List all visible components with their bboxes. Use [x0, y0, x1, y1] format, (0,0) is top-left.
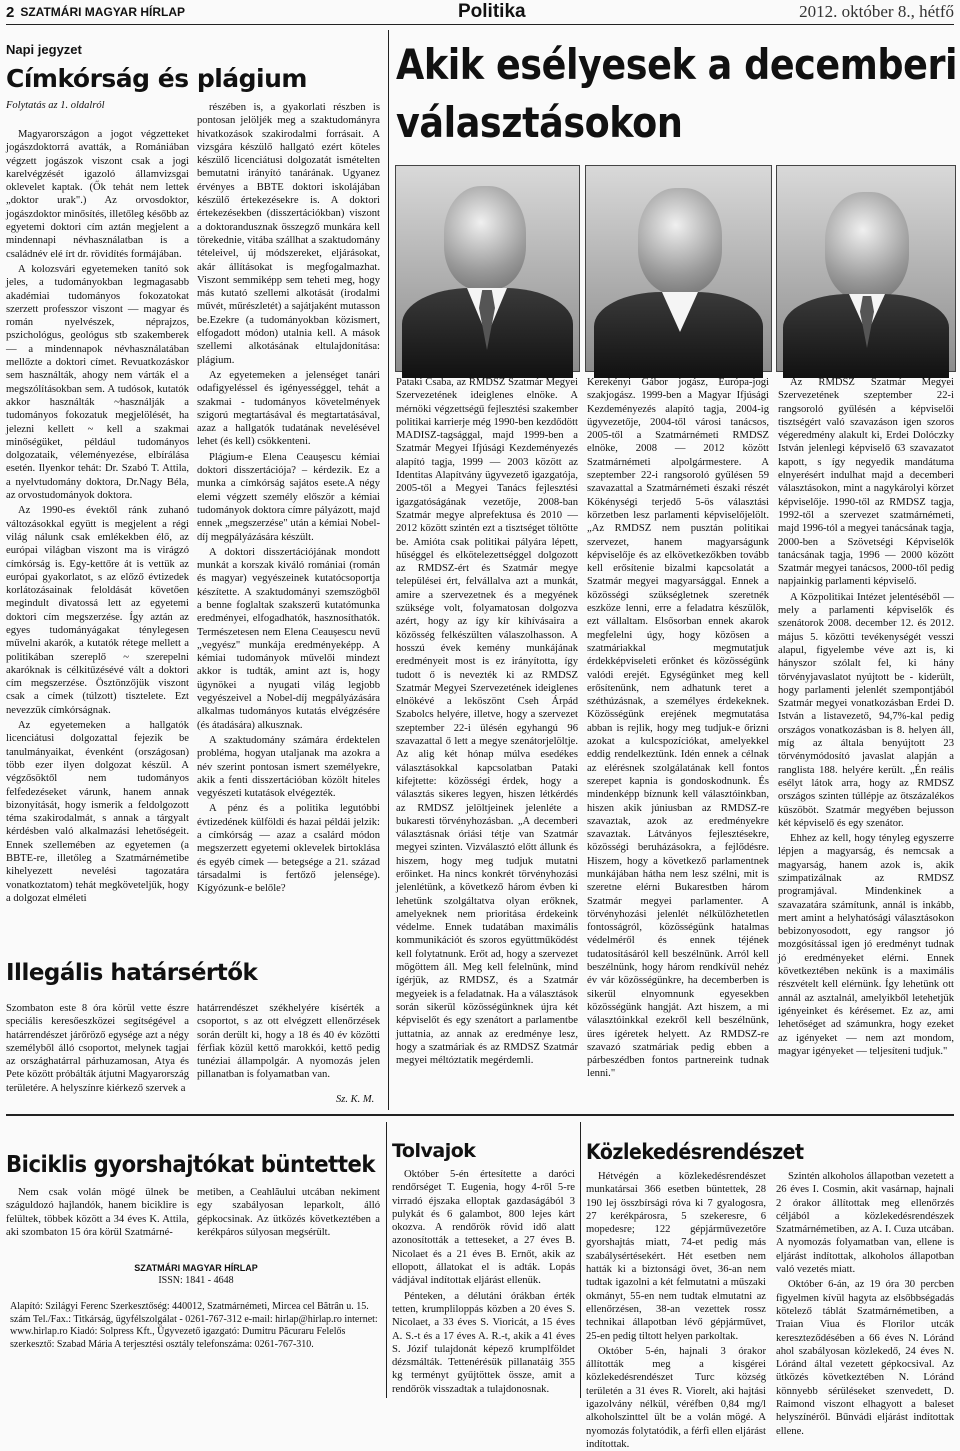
bike-column-left — [6, 1186, 189, 1242]
border-signature: Sz. K. M. — [336, 1094, 375, 1105]
paragraph: A kolozsvári egyetemeken tanító sok jeles, a tudományokban legmagasabb akadémiai tudományos fokozatokat szerzett professzor viszont — magyar és román nyelvészek, néprajzos, pszichológus, geológus stb szakemberek — a mindennapok névhasználatában mellőzte a doktori címet. Revuatkozáskor sem használták, ahogy nem várták el a megszólításokban sem. A tudósok, kutatók akkor használták ~használják a tudományos fokozatuk megjelölését, ha jelezni kellett ~ kell a szakmai minőségüket, például tudományos dolgozataik, véleményezése, elbírálása esetén. Ilyenkor tehát: Dr. Szabó T. Attila, a nyelvtudomány doktora, Dr.Nagy Béla, az orvostudományok doktora. — [6, 263, 189, 502]
paragraph: Ehhez az kell, hogy tényleg egyszerre lépjen a magyarság, és nemcsak a magyarság, hanem azok is, akik szimpatizálnak az RMDSZ programjával. Mindenkinek a szavazatára számítunk, annál is inkább, mert amint a helyhatósági választásokon bebizonyosodott, egy rangsor jó mozgósítással igen jó eredményt tudnak jó eredményeket elérni. Ennek következtében nekünk is a maximális részvételt kell elérnünk. Így lehetünk ott annál az asztalnál, amelyikből letehetjük igényeinket és kérésemet. Ez az, ami lehetőséget ad számunkra, hogy ezeket az igényeket — nem azt mondom, magyar igényeket — teljesíteni tudjuk." — [778, 833, 954, 1057]
column-divider — [580, 1122, 581, 1398]
thieves-column — [392, 1168, 575, 1398]
paragraph: Plágium-e Elena Ceaușescu kémiai doktori disszertációja? – kérdezik. Ez a munka a címkórság sajátos esete.A négy elemi végzett személy először a kémiai tudományok doktora címre pályázott, majd ennek „megszerzése" után a kémiai Nobel-díj megpályázására készült. — [197, 451, 380, 543]
election-title-line2: választásokon — [396, 98, 683, 147]
bike-column-right — [197, 1186, 380, 1242]
paragraph: metiben, a Ceahlăului utcában nekiment egy szabályosan leparkolt, álló gépkocsinak. Az ütközés következtében a kerékpáros súlyosan megsérült. — [197, 1187, 380, 1238]
paragraph: részében is, a gyakorlati részben is pontosan jelöljék meg a szaktudományra hivatkozások szakirodalmi forrásait. A vizsgára készülő hallgató ezért köteles készülő licenciátusi dolgozatát ismételten bemutatni irányító tanárának. Ugyanez érvényes a BBTE doktori iskolájában készülő értekezésekre is. A doktori értekezésekben (disszertációkban) viszont a doktorandusznak összegző munkára kell törekednie, vitába szállhat a szaktudomány tételeivel, új módszereket, eljárásokat, akár állításokat is megfogalmazhat. Viszont semmiképp sem teheti meg, hogy más kutató szellemi alkotását (irodalmi művét, műrészletét) a sajátjaként mutasson be.Ezekre (a tudományokban közismert, elfogadott módon) utalnia kell. A mások szellemi alkotásának eltulajdonítása: plágium. — [197, 102, 380, 366]
border-title: Illegális határsértők — [6, 960, 258, 986]
paragraph: Kerekényi Gábor jogász, Európa-jogi szakjogász. 1999-ben a Magyar Ifjúsági Kezdeményezés alapító tagja, 2004-ig ügyvezetője, 2004-től városi tanácsos, 2005-től a Szatmárnémeti RMDSZ elnöke, 2008 — 2012 között Szatmárnémeti alpolgármestere. A szeptember 22-i rangsoroló gyűlésen 59 szavazattal a Szatmárnémeti északi részét Kökénységi terjedő 5-ös választási körzetben lesz parlamenti képviselőjelölt. „Az RMDSZ nem pusztán politikai szervezet, hanem magyarságunk képviselője és az elkövetkezőkben tovább kell erősítenie bizalmi kapcsolatát a Szatmár megyei magyarsággal. Ennek a közösségi szükségletnek szeretnék eszköze lenni, erre a feladatra készülök, ezt vállaltam. Elsősorban ennek akarok megfelelni úgy, hogy közösen a szatmáriakkal megmutatjuk érdekképviseleti erőnket és közösségünk valódi erejét. Egységünket meg kell erősítenünk, nem adhatunk teret a széthúzásnak, a személyes érdekeknek. Közösségünk erejének megmutatása abban is rejlik, hogy meg tudjuk-e őrizni azokat a kulcspozíciókat, amelyekkel eddig rendelkeztünk. Idén ennek a célnak az elérésnek szolgálatának kell fontos szerepet kapnia is gondoskodnunk. És mindenképp bíznunk kell választóinkban, hiszen akik júniusban az RMDSZ-re szavaztak, azok az eredményekre szavaztak. Látványos fejlesztésekre, közösségi beruházásokra, a fejlődésre. Hiszem, hogy a következő parlamentnek munkájában hátha nem lesz szélni, mit is szeretne elérni Bukarestben három Szatmár megyei parlamenter. A törvényhozási jelenlét nélkülözhetetlen fontosságról, közösségünk hatalmas védelméről és ennek téjének tudatosításáról kell beszélnünk. Arról kell beszélnünk, hogy három rendkívül nehéz év vár közösségünkre, ha decemberben is sikerül elnyomnunk egyesekben közösségünk hangját. Azt hiszem, a mi választóinkkal ezekről kell beszélnünk, üres ígéretek helyett. Az RMDSZ-re szavazó szatmáriak pedig ebben a párbeszédben fontos partnereink tudnak lenni." — [587, 377, 769, 1080]
election-title-line1: Akik esélyesek a decemberi — [396, 40, 958, 89]
column-divider — [386, 1122, 387, 1398]
paragraph: Szombaton este 8 óra körül vette észre speciális keresőeszközei segítségével a határrendészet járőröző egysége azt a négy személyből álló csoportot, melynek tagjai az országhatárral párhuzamosan, Atya és Pete között próbálták átjutni Magyarország területére. A helyszínre kiérkező szervek a — [6, 1003, 189, 1094]
paragraph: A Közpolitikai Intézet jelentéséből — mely a parlamenti képviselők és szenátorok 2008. december 12. és 2012. május 5. közötti tevékenységét vesszi alapul, figyelembe véve azt is, ki hányszor szólalt fel, ki hány törvényjavaslatot nyújtott be - kiderült, hogy parlamenti jelenlét szempontjából Szatmár megyei vonatkozásban Erdei D. István a listavezető, 94,7%-kal pedig országos vonatkozásban is 8. helyen áll, míg az általa benyújtott 23 törvénymódosító javaslat alapján a ranglista 188. helyére került. „Én reális esélyt látok arra, hogy az RMDSZ országos szinten túllépje az ötszázalékos küszöböt. Szatmár megyében bejusson két képviselő és egy szenátor. — [778, 591, 954, 829]
editorial-byline: Folytatás az 1. oldalról — [6, 100, 105, 111]
bike-title: Biciklis gyorshajtókat büntettek — [6, 1152, 375, 1178]
paper-name: SZATMÁRI MAGYAR HÍRLAP — [20, 5, 186, 19]
paragraph: Az 1990-es évektől ránk zuhanó változásokkal együtt is megjelent a régi világ nálunk csak emlékekben élő, az európai világban viszont ma is virágzó címkórság is. Egy-kettőre át is vettük az európai gyakorlatot, s az előző évtizedek korlátozásainak feloldását követően megindult divatossá lett az egyetemi doktori cím megszerzése. Így aztán az egyes tudományágakat ténylegesen művelni akarók, a kutatók rétege mellett a politikában szereplő ~ szerepelni akaróknak is célkitűzésévé vált a doktori cím megszerzése. Ösztönzőjük viszont csak a címek (túlzott) tisztelete. Ezt nevezzük címkórságnak. — [6, 505, 189, 716]
paragraph: A pénz és a politika legutóbbi évtizedének külföldi és hazai példái jelzik: a címkórság — azaz a csalárd módon megszerzett egyetemi oklevelek birtoklása és egyéb címek — betegsége a 21. század társadalmi is fertőző jelensége). Kígyózunk-e belőle? — [197, 803, 380, 895]
election-column-2 — [587, 376, 769, 1080]
paragraph: A szaktudomány számára érdektelen probléma, hogyan utaljanak ma azokra a név szerint pontosan ismert személyekre, akik a fenti disszertációban közölt hiteles vegyészeti kutatások elvégezték. — [197, 734, 380, 800]
traffic-column-2 — [776, 1170, 954, 1437]
editorial-kicker: Napi jegyzet — [6, 42, 82, 57]
editorial-title: Címkórság és plágium — [6, 64, 307, 93]
photo-pataki-csaba — [395, 165, 580, 372]
paragraph: Az RMDSZ Szatmár Megyei Szervezetének szeptember 22-i rangsoroló gyűlésén a képviselői tisztségért való szavazáson igen szoros végeredmény alakult ki, Erdei Dolóczky István jelenlegi képviselő 63 szavazatot kapott, s így negyedik mandátuma elnyerésért indulhat majd a decemberi választásokon, mint a nagykárolyi körzet képviselője. 1990-től az RMDSZ tagja, 1992-től a szervezet szatmárnémeti, majd 1996-tól a megyei tanácsának tagja, 2000-ben a Szövetségi Képviselők tanácsának tagja, 1996 — 2000 között Szatmár megyei tanácsos, 2000-től pedig napjainkig parlamenti képviselő. — [778, 377, 954, 588]
photo-kerekenyi-gabor — [585, 165, 772, 372]
election-column-3 — [778, 376, 954, 1094]
traffic-column-1 — [586, 1170, 766, 1450]
paragraph: Hétvégén a közlekedésrendészet munkatársai 366 esetben büntettek, 28 190 lej összbírsági róva ki 7 gyalogosra, 27 kerékpárosra, 5 szekeresre, 6 mopedesre; 122 gépjárművezetőre gyorshajtás miatt, 74-et pedig más szabálysértésekért. Hét esetben nem hatták ki a biztonsági övet, 36-an nem tudtak igazolni a két felmutatni a műszaki okmányt, 55-en nem tudtak elmutatni az ellenőrzésen, 38-an vezettek rossz technikai állapotban lévő gépjárművet, 25-en pedig tiltott helyen parkoltak. — [586, 1171, 766, 1342]
election-column-1 — [396, 376, 578, 1086]
page-header — [6, 0, 954, 25]
paragraph: Szintén alkoholos állapotban vezetett a 26 éves I. Cosmin, akit vasárnap, hajnali 2 órakor állítottak meg ellenőrzés céljából a közlekedésrendészek Szatmárnémetiben, az A. I. Cuza utcában. A nyomozás folyamatban van, ellene is eljárást indítottak, alkoholos állapotban való vezetés miatt. — [776, 1171, 954, 1276]
paragraph: Október 5-én értesítette a daróci rendőrséget T. Eugenia, hogy 4-ről 5-re virradó éjszaka elloptak gazdaságából 3 pulykát és 6 galambot, 800 lejes kárt okozva. A rendőrök rövid idő alatt azonosították a tetteseket, a 27 éves B. Nicolaet és a 21 éves B. Ernőt, akik az ellopott, állatokat el is adták. Lopás vádjával indítottak eljárást ellenük. — [392, 1169, 575, 1287]
paragraph: Az egyetemeken a hallgatók licenciátusi dolgozattal fejezik be tanulmányaikat, évenként (országosan) több ezer ilyen dolgozat készül. A végzősöktől nem tudományos felfedezéseket várunk, hanem annak bizonyítását, hogy ismerik a feldolgozott téma szakirodalmát, s annak a tárgyalt kérdésben való alkalmazási lehetőségeit. Ennek szellemében az egyetemen (a BBTE-re, illetőleg a Szatmárnémetibe kihelyezett nevelési tagozatára vonatkoztatom) tehát megköveteljük, hogy a dolgozat elméleti — [6, 720, 189, 904]
paragraph: Október 6-án, az 19 óra 30 percben figyelmen kívül hagyta az elsőbbségadás kötelező táblát Szatmárnémetiben, a Traian Viua és Florilor utcák kereszteződésében a 66 éves N. Lóránd ahol szabályosan közlekedő, 24 éves N. Lóránd által vezetett gépkocsival. Az ütközés következtében N. Lóránd könnyebb sérüléseket szenvedett, D. Raimond viszont elhagyott a baleset helyszínéről. Bűnvádi eljárást indítottak ellene. — [776, 1279, 954, 1437]
paragraph: határrendészet székhelyére kísérték a csoportot, s az ott elvégzett ellenőrzések során derült ki, hogy a 18 és 40 év közötti férfiak közül kettő marokkói, kettő pedig tunéziai állampolgár. A nyomozás jelen pillanatban is folyamatban van. — [197, 1003, 380, 1081]
paragraph: Október 5-én, hajnali 3 órakor állították meg a kisgérei közlekedésrendészet Turc község területén a 31 éves R. Viorelt, aki hajtási igazolvány nélkül, véréfben 0,84 mg/l alkoholszinttel ült be a volán mögé. A nyomozás folytatódik, a férfi ellen eljárást indítottak. — [586, 1345, 766, 1450]
imprint-issn: ISSN: 1841 - 4648 — [158, 1274, 234, 1286]
photo-erdei-doloczky-istvan — [776, 165, 956, 372]
imprint-box — [10, 1262, 382, 1396]
imprint-text: Alapító: Szilágyi Ferenc Szerkesztőség: 440012, Szatmárnémeti, Mircea cel Bătrân u. 15. szám Tel./Fax.: Titkárság, ügyfélszolgálat - 0261-767-312 e-mail: hirlap@hirlap.ro internet: www.hirlap.ro Kiadó: Solpress Kft., Ügyvezető igazgató: Dumitru Păcuraru Felelős szerkesztő: Szabad Mária A terjesztési osztály telefonszáma: 0261-767-310. — [10, 1301, 378, 1350]
paragraph: Nem csak volán mögé ülnek be száguldozó hajlandók, hanem biciklire is felültek, többek között a 34 éves K. Attila, aki szombaton 15 óra körül Szatmárné- — [6, 1187, 189, 1238]
editorial-column-left — [6, 128, 189, 940]
paragraph: Pataki Csaba, az RMDSZ Szatmár Megyei Szervezetének ideiglenes elnöke. A mérnöki végzettségű fejlesztési szakember politikai karrierje még 1990-ben kezdődött MADISZ-tagsággal, majd 1999-ben a Szatmár Megyei Ifjúsági Kezdeményezés alapító tagja, 1999 — 2003 között az Identitas Alapítvány ügyvezető igazgatója, 2005-től a Megyei Tanács fejlesztési igazgatóságának vezetője, 2008-ban Szatmár megye alprefektusa és 2010 — 2012 között szintén ezt a tisztséget töltötte be. Amióta csak politikai pályára lépett, hűséggel és elkötelezettséggel dolgozott az RMDSZ-ért és Szatmár megye települései ért, felvállalva azt a munkát, amire a szervezetnek és a megyének szüksége volt, folyamatosan dolgozva azért, hogy az így kír kihívásaira a közösség felkészülten válaszolhasson. A hosszú évek kemény munkájának eredményeit most is ez irányította, így tudott ő is nevezték ki az RMDSZ Szatmár Megyei Szervezetének ideiglenes elnökévé a leköszönt Cseh Árpád Szabolcs helyére, illetve, hogy a szervezet szeptember 22-i ülésén egyhangú 96 szavazattal ő lett a megye szenátorjelöltje. Az alig két hónap múlva esedékes választásokkal kapcsolatban Pataki kifejtette: közösségi érdek, hogy a választás sikeres legyen, hiszen létkérdés az RMDSZ jelöltjeinek jelenléte a bukaresti törvényhozásban. „A decemberi választásnak óriási tétje van Szatmár megyei szinten. Vizválasztó előtt állunk és hiszem, hogy meg tudjuk mutatni erőinket. Ha nincs konkrét törvényhozási jelenlétünk, a következő három évben ki lehetünk szolgáltatva olyan erőknek, amelyeknek nem prioritása érdekeink védelme. Ennek tudatában maximális kommunikációt és szoros együttműködést kell folytatnunk. Erőt ad, hogy a szervezet mögöttem áll. Meg kell felelnünk, mind ígérjük, az RMDSZ, és a Szatmár megyeiek is a feladatnak. Ha a választások során sikerül közösségünknek újra két képviselőt és egy szenátort a parlamentbe juttatnia, az annak az eredménye lesz, hogy a szatmáriak és az RMDSZ Szatmár megyei méltóztatik megérdemli. — [396, 377, 578, 1067]
paragraph: Magyarországon a jogot végzetteket jogászdoktorrá avatták, a Romániában végzett jogászok viszont csak a jogi karelvégzését igazoló államvizsgai oklevelet kaptak. (Ők tehát nem lettek „doktor urak".) Az orvosdoktor, jogászdoktor minősítés, illetőleg később az egyetemi doktori cím aztán megjelent a mindennapi névhasználatban is a családnév elé írt dr. rövidítés formájában. — [6, 129, 189, 260]
paragraph: Pénteken, a délutáni órákban érték tetten, krumpliloppás közben a 20 éves S. Nicolaet, a 33 éves S. Vioricát, a 15 éves A. S.-t és a 17 éves A. R.-t, akik a 41 éves S. Józif tulajdonát képező krumplföldet dézsmálták. Tettenérésük pillanatáig 355 kg terményt gyűjtöttek össze, amit a rendőrök visszadtak a tulajdonosnak. — [392, 1290, 575, 1395]
traffic-title: Közlekedésrendészet — [586, 1140, 804, 1164]
column-divider — [388, 30, 389, 1110]
section-title: Politika — [458, 1, 526, 22]
editorial-column-right — [197, 101, 380, 933]
page-number: 2 — [6, 3, 15, 21]
section-divider — [6, 1114, 954, 1116]
border-column-right — [197, 1002, 380, 1088]
paragraph: Az egyetemeken a jelenséget tanári odafigyeléssel és igényességgel, tehát a szakmai - tudományos követelmények szigorú megtartásával és megtartatásával, azaz a hallgatók tudatának nevelésével lehet (és kell) csökkenteni. — [197, 369, 380, 448]
thieves-title: Tolvajok — [392, 1140, 476, 1162]
imprint-masthead: SZATMÁRI MAGYAR HÍRLAP — [134, 1263, 258, 1273]
paragraph: A doktori disszertációjának mondott munkát a korszak kiváló romániai (román és magyar) vegyészeinek kutatócsoportja készítette. A szaktudományi szemszögből a benne foglaltak szakszerű kutatómunka eredményei, elfogadhatók, hasznosíthatók. Természetesen nem Elena Ceaușescu nevű „vegyész" munkája eredményeképp. A kémiai tudományok művelői mindezt akkor is tudták, amint azt is, hogy ügynökei a nyugati világ legjobb vegyészeivel a Nobel-díj megpályázására alkalmas tudományos kutatás elvégzésére (és átadására) alkusznak. — [197, 546, 380, 731]
issue-date: 2012. október 8., hétfő — [799, 2, 954, 21]
border-column-left — [6, 1002, 189, 1106]
